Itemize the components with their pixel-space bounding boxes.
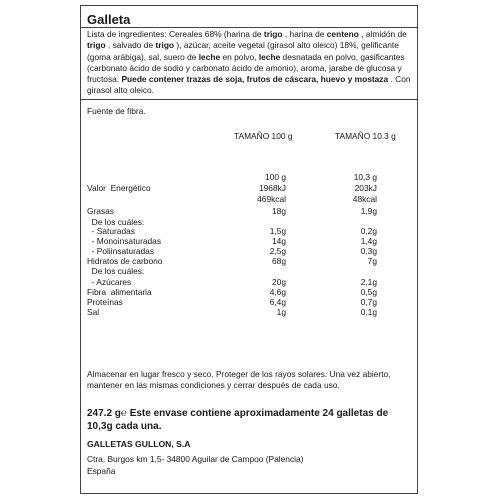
value-per-portion: 10,3 g: [353, 172, 377, 182]
nutrition-row: [87, 194, 413, 205]
nutrient-label: - Saturadas: [87, 226, 135, 236]
title-divider: [81, 27, 417, 28]
nutrient-label: Valor Energético: [87, 183, 151, 193]
nutrient-label: - Monoinsaturadas: [87, 236, 162, 246]
ingredient-allergen: leche: [258, 51, 281, 62]
nutrient-label: Grasas: [87, 206, 114, 216]
nutrient-label: Proteínas: [87, 297, 123, 307]
ingredient-text: en polvo,: [220, 51, 259, 62]
value-per-portion: 0,2g: [360, 226, 377, 236]
ingredient-allergen: Puede contener trazas de soja, frutos de cáscara, huevo y mostaza: [121, 74, 389, 85]
ingredient-text: . Con girasol alto oleico.: [87, 74, 411, 96]
value-per-100g: 100 g: [265, 172, 286, 182]
ingredients-list: [87, 29, 413, 97]
ingredient-text: desnatada en polvo, gasificantes (carbonato ácido de sodio y carbonato ácido de amonio), aroma, jarabe de glucosa y fructosa.: [87, 51, 405, 85]
nutrition-row: [87, 266, 413, 277]
value-per-portion: 203kJ: [354, 183, 377, 193]
ingredient-allergen: leche: [198, 51, 221, 62]
ingredient-text: ), azúcar, aceite vegetal (girasol alto oleico) 18%, gelificante (goma arábiga), sal, suero de: [87, 40, 399, 62]
value-per-portion: 0,1g: [360, 307, 377, 317]
ingredient-text: , salvado de: [105, 40, 156, 51]
value-per-portion: 0,3g: [360, 246, 377, 256]
ingredient-allergen: trigo: [155, 40, 175, 51]
col2-header: TAMAÑO 10.3 g: [335, 131, 396, 141]
ingredient-allergen: trigo: [87, 40, 106, 51]
nutrient-label: Hidratos de carbono: [87, 256, 163, 266]
value-per-100g: 2,5g: [269, 246, 286, 256]
nutrition-row: [87, 206, 413, 217]
value-per-100g: 6,4g: [269, 297, 286, 307]
value-per-100g: 1g: [276, 307, 286, 317]
nutrition-row: [87, 183, 413, 194]
ingredient-allergen: trigo: [263, 29, 283, 39]
product-label-card: [80, 5, 418, 494]
nutrient-label: - Azúcares: [87, 277, 132, 287]
ingredient-text: , almidón de: [358, 29, 407, 39]
ingredient-allergen: centeno: [326, 29, 359, 39]
company-country: España: [87, 466, 116, 476]
company-address: Ctra. Burgos km 1,5- 34800 Aguilar de Campoo (Palencia): [87, 454, 304, 464]
value-per-100g: 68g: [272, 256, 286, 266]
value-per-100g: 18g: [272, 206, 286, 216]
ingredient-text: , harina de: [282, 29, 327, 39]
value-per-100g: 20g: [272, 277, 286, 287]
company-name: GALLETAS GULLON, S.A: [87, 439, 191, 449]
value-per-100g: 14g: [272, 236, 286, 246]
storage-instructions: Almacenar en lugar fresco y seco. Proteger de los rayos solares. Una vez abierto, mantener en las mismas condiciones y cerrar después de cada uso.: [87, 369, 391, 391]
fiber-claim: Fuente de fibra.: [87, 106, 146, 116]
value-per-100g: 469kcal: [257, 194, 286, 204]
value-per-portion: 1,9g: [360, 206, 377, 216]
nutrient-label: De los cuáles:: [87, 266, 145, 276]
value-per-portion: 0,7g: [360, 297, 377, 307]
nutrient-label: - Poliinsaturadas: [87, 246, 155, 256]
value-per-portion: 7g: [367, 256, 377, 266]
value-per-portion: 0,5g: [360, 287, 377, 297]
value-per-portion: 48kcal: [352, 194, 377, 204]
nutrient-label: Sal: [87, 307, 100, 317]
net-content: 247.2 g℮ Este envase contiene aproximadamente 24 galletas de 10,3g cada una.: [87, 408, 389, 432]
nutrient-label: Fibra alimentaria: [87, 287, 152, 297]
value-per-100g: 1,5g: [269, 226, 286, 236]
ingredient-text: Lista de ingredientes: Cereales 68% (harina de: [87, 29, 264, 39]
col1-header: TAMAÑO 100 g: [234, 131, 293, 141]
nutrition-row: [87, 172, 413, 183]
nutrition-row: [87, 307, 413, 318]
value-per-portion: 1,4g: [360, 236, 377, 246]
value-per-100g: 1968kJ: [258, 183, 286, 193]
ingredients-divider: [81, 99, 417, 100]
value-per-100g: 4,6g: [269, 287, 286, 297]
product-title: Galleta: [87, 12, 131, 27]
value-per-portion: 2,1g: [360, 277, 377, 287]
nutrient-label: De los cuáles:: [87, 217, 145, 227]
